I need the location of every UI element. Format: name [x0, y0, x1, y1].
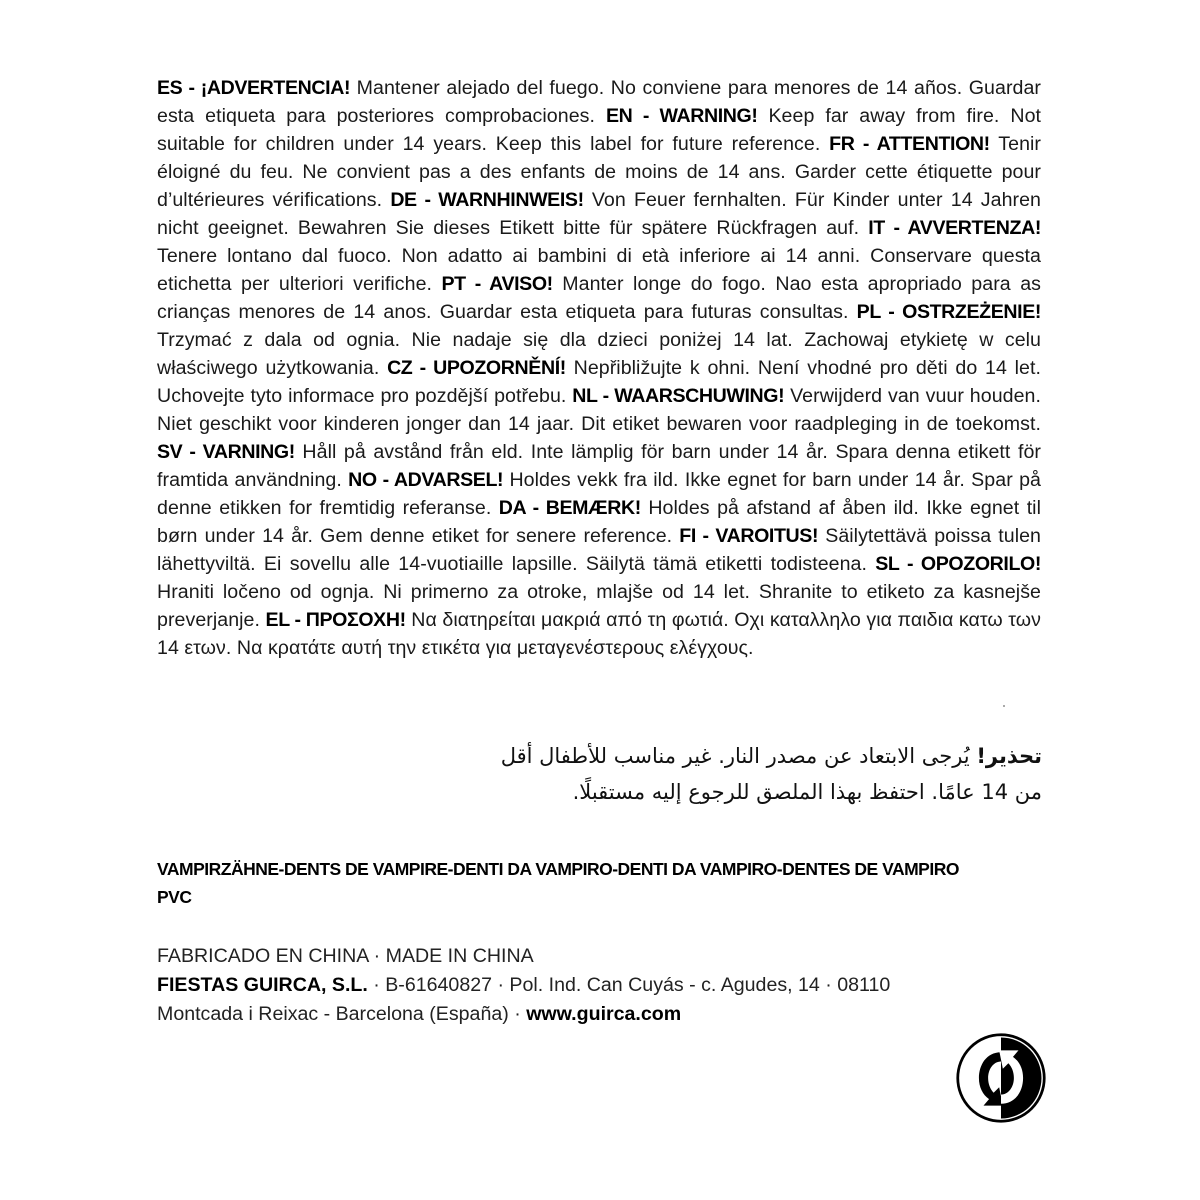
warning-label: PT - AVISO! — [441, 273, 553, 295]
warning-label: IT - AVVERTENZA! — [868, 217, 1041, 239]
arabic-line-1 — [480, 738, 1042, 774]
website-link[interactable]: www.guirca.com — [526, 1003, 682, 1025]
warning-text: Hraniti ločeno od ognja. Ni primerno za otroke, mlajše od 14 let. Shranite to etiketo za kasnejše preverjanje. — [157, 581, 1041, 631]
warning-text: Holdes vekk fra ild. Ikke egnet for barn under 14 år. Spar på denne etikken for fremtidig referanse. — [157, 469, 1041, 519]
warning-label: ES - ¡ADVERTENCIA! — [157, 77, 351, 99]
warning-label: DE - WARNHINWEIS! — [390, 189, 584, 211]
green-dot-recycling-icon — [955, 1032, 1047, 1124]
warning-text: Von Feuer fernhalten. Für Kinder unter 14 Jahren nicht geeignet. Bewahren Sie dieses Etikett bitte für spätere Rückfragen auf. — [157, 189, 1042, 239]
warning-text: Nepřibližujte k ohni. Není vhodné pro děti do 14 let. Uchovejte tyto informace pro pozdější potřebu. — [157, 357, 1041, 407]
warning-text: Keep far away from fire. Not suitable for children under 14 years. Keep this label for future reference. — [157, 105, 1042, 155]
company-address-1: · B-61640827 · Pol. Ind. Can Cuyás - c. Agudes, 14 · 08110 — [367, 974, 891, 996]
manufacturer-info — [157, 942, 1057, 1029]
print-mark — [1003, 705, 1005, 707]
warning-label: SV - VARNING! — [157, 441, 295, 463]
arabic-line-1-text: يُرجى الابتعاد عن مصدر النار. غير مناسب للأطفال أقل — [500, 744, 977, 768]
warning-text: Holdes på afstand af åben ild. Ikke egnet til børn under 14 år. Gem denne etiket for senere reference. — [157, 497, 1041, 547]
warning-text: Mantener alejado del fuego. No conviene para menores de 14 años. Guardar esta etiqueta para posteriores comprobaciones. — [157, 77, 1041, 127]
warning-text: Tenir éloigné du feu. Ne convient pas a des enfants de moins de 14 ans. Garder cette étiquette pour d’ultérieures vérifications. — [157, 133, 1041, 211]
warning-label: NL - WAARSCHUWING! — [572, 385, 785, 407]
company-name: FIESTAS GUIRCA, S.L. — [157, 974, 368, 996]
warning-label: FI - VAROITUS! — [679, 525, 819, 547]
warning-label: FR - ATTENTION! — [829, 133, 990, 155]
company-address-2: Montcada i Reixac - Barcelona (España) · — [157, 1003, 527, 1025]
arabic-line-2: من 14 عامًا. احتفظ بهذا الملصق للرجوع إليه مستقبلًا. — [572, 780, 1042, 804]
warning-text: Manter longe do fogo. Nao esta apropriado para as crianças menores de 14 anos. Guardar esta etiqueta para futuras consultas. — [157, 273, 1041, 323]
warning-text: Tenere lontano dal fuoco. Non adatto ai bambini di età inferiore ai 14 anni. Conservare questa etichetta per ulteriori verifiche. — [157, 245, 1041, 295]
product-names: VAMPIRZÄHNE-DENTS DE VAMPIRE-DENTI DA VAMPIRO-DENTI DA VAMPIRO-DENTES DE VAMPIRO — [157, 859, 959, 879]
warning-text: Håll på avstånd från eld. Inte lämplig för barn under 14 år. Spara denna etikett för framtida användning. — [157, 441, 1041, 491]
warning-text: Να διατηρείται μακριά από τη φωτιά. Οχι καταλληλο για παιδια κατω των 14 ετων. Να κρατάτε αυτή την ετικέτα για μεταγενέστερους ελέγχους. — [157, 609, 1041, 659]
warning-label: EL - ΠΡΟΣΟΧΗ! — [265, 609, 406, 631]
warning-text: Trzymać z dala od ognia. Nie nadaje się dla dzieci poniżej 14 lat. Zachowaj etykietę w celu właściwego użytkowania. — [157, 329, 1041, 379]
warning-label: DA - BEMÆRK! — [498, 497, 641, 519]
multilingual-warnings — [157, 74, 1041, 662]
warning-label: CZ - UPOZORNĚNÍ! — [387, 357, 566, 379]
product-info — [157, 855, 1037, 911]
company-line — [157, 971, 1057, 1000]
warning-text: Säilytettävä poissa tulen lähettyviltä. Ei sovellu alle 14-vuotiaille lapsille. Säilytä tämä etiketti todisteena. — [157, 525, 1041, 575]
warning-label: SL - OPOZORILO! — [875, 553, 1041, 575]
arabic-warning — [480, 738, 1042, 810]
origin-line: FABRICADO EN CHINA · MADE IN CHINA — [157, 945, 534, 967]
warning-label: PL - OSTRZEŻENIE! — [856, 301, 1041, 323]
address-line — [157, 1000, 1057, 1029]
warning-label: EN - WARNING! — [605, 105, 758, 127]
warning-text: Verwijderd van vuur houden. Niet geschikt voor kinderen jonger dan 14 jaar. Dit etiket bewaren voor raadpleging in de toekomst. — [157, 385, 1041, 435]
arabic-warning-label: تحذير! — [976, 744, 1042, 768]
product-material: PVC — [157, 887, 192, 907]
warning-label: NO - ADVARSEL! — [348, 469, 504, 491]
